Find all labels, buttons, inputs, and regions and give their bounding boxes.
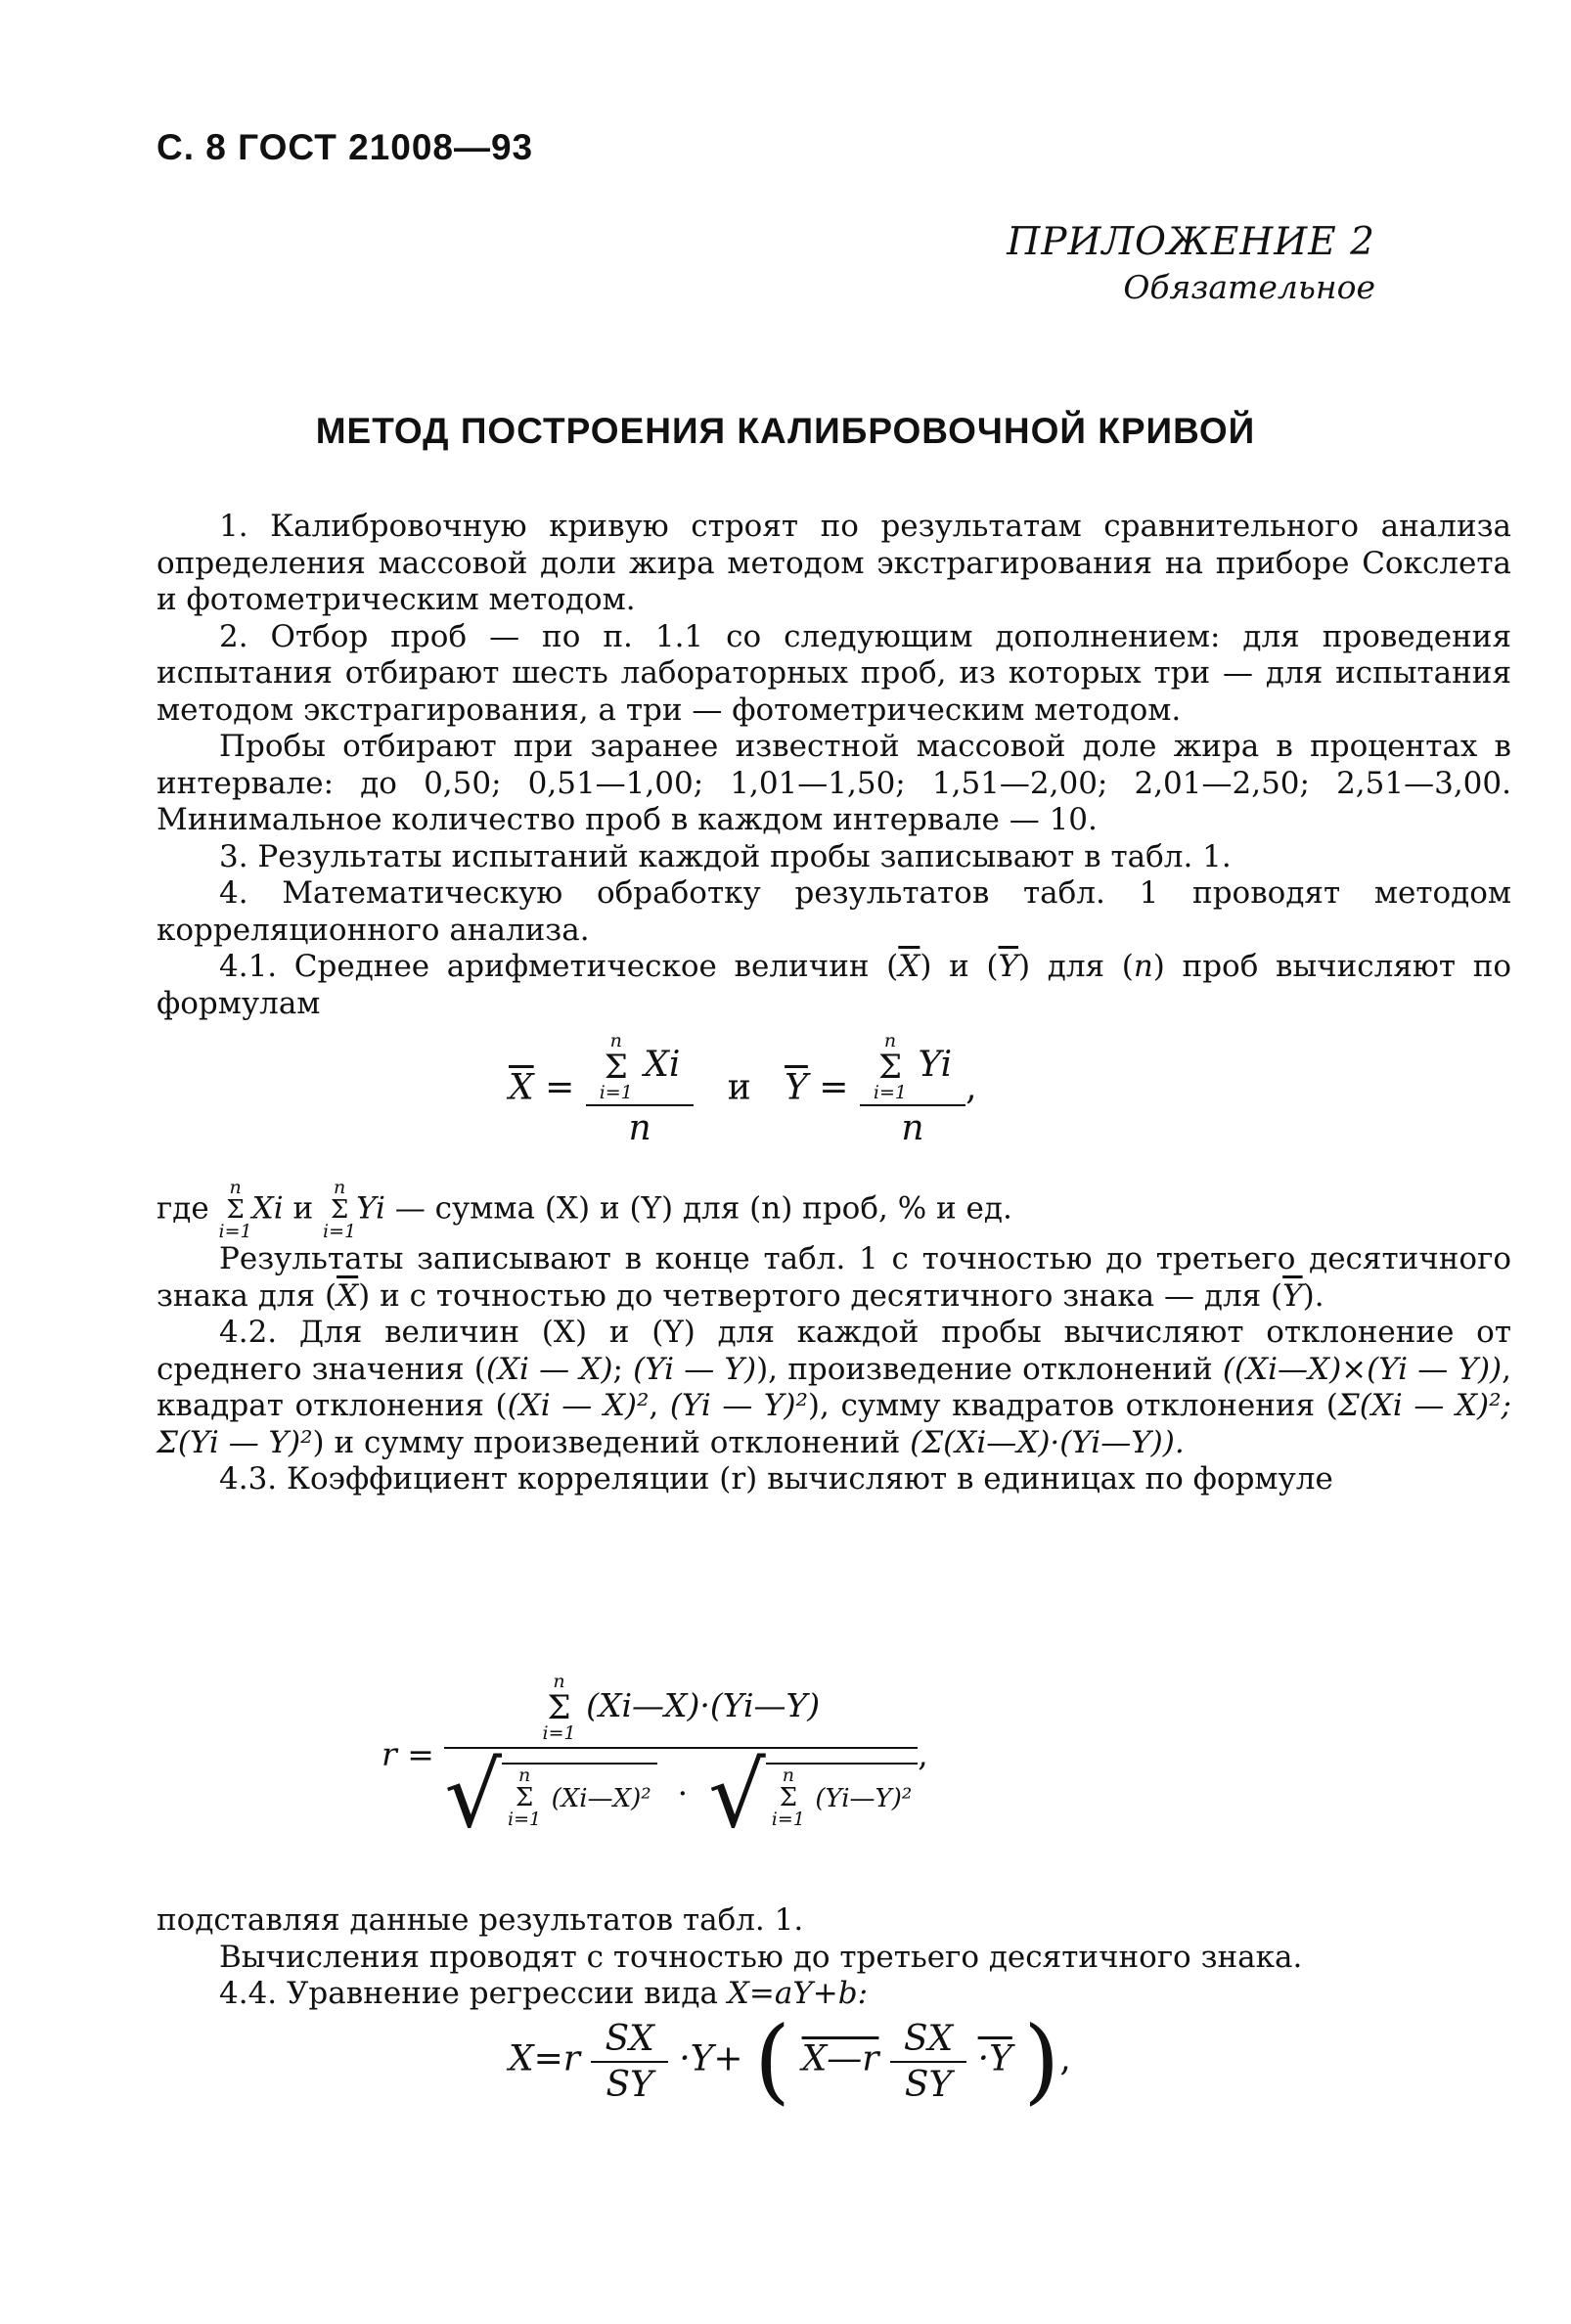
sum-sign: n Σ i=1 [323, 1177, 357, 1242]
paragraph-3: 3. Результаты испытаний каждой пробы записывают в табл. 1. [219, 838, 1232, 874]
reg-end: ·Y [977, 2038, 1012, 2079]
where-line: где n Σ i=1 Xi и n Σ i=1 Yi — сумма (X) и (Y) для (n) проб, % и ед. [157, 1177, 1012, 1242]
r-den-y: (Yi—Y)² [815, 1784, 913, 1813]
paragraph-4-3-after: подставляя данные результатов табл. 1. [157, 1902, 804, 1938]
reg-x: X—r [801, 2038, 879, 2079]
paragraph-4-3-calc: Вычисления проводят с точностью до третьего десятичного знака. [219, 1939, 1303, 1975]
correlation-formula: r = n Σ i=1 (Xi—X)·(Yi—Y) √ n Σ i=1 (Xi—X)² · √ n Σ i=1 (Yi—Y)² , [382, 1671, 928, 1848]
paragraph-4-1: 4.1. Среднее арифметическое величин $(\overline{X})$ и $(\overline{Y})$ для (n) проб вычисляют по формулам [157, 949, 1512, 1021]
paragraph-2b: Пробы отбирают при заранее известной массовой доле жира в процентах в интервале: до 0,50; 0,51—1,00; 1,01—1,50; 1,51—2,00; 2,01—2,50; 2,51—3,00. Минимальное количество проб в каждом интервале — 10. [157, 729, 1511, 837]
n-symbol: n [1133, 949, 1153, 984]
r-lhs: r [382, 1735, 397, 1773]
sqrt-x: √ n Σ i=1 (Xi—X)² [444, 1751, 656, 1841]
paragraph-4-4: 4.4. Уравнение регрессии вида X=aY+b: [219, 1976, 869, 2011]
r-den-x: (Xi—X)² [551, 1784, 651, 1813]
p41-text-b: для [1047, 949, 1105, 984]
mean-formula: $\overline{X}$ = n Σ i=1 Xi n и $\overline{Y}$ = n Σ i=1 Yi n , [509, 1030, 977, 1148]
x-i-term: Xi [644, 1045, 681, 1085]
sq-x: (Xi — X)² [507, 1388, 650, 1423]
reg-lhs: X=r [509, 2038, 581, 2079]
p41-text-c: проб вычисляют по формулам [157, 949, 1512, 1021]
regression-form: X=aY+b: [727, 1976, 869, 2011]
xbar-symbol: $\overline{X}$ [898, 949, 920, 984]
appendix-number: ПРИЛОЖЕНИЕ 2 [1007, 220, 1375, 264]
dev-product: ((Xi—X)×(Yi — Y)) [1222, 1351, 1503, 1387]
mean-x-lhs: $\overline{X}$ [509, 1067, 534, 1108]
body-text-middle [157, 1179, 1511, 1498]
y-i-term: Yi [918, 1045, 953, 1085]
sum-sq-x: Σ(Xi — X)²; [1337, 1388, 1511, 1423]
appendix-status: Обязательное [1123, 268, 1375, 306]
body-text-bottom [157, 1902, 1511, 2013]
sx-over-sy: $\frac{SX}{SY}$ [591, 2019, 667, 2105]
sum-sign: n Σ i=1 [599, 1030, 633, 1103]
sq-y: (Yi — Y)² [669, 1388, 808, 1423]
section-title: МЕТОД ПОСТРОЕНИЯ КАЛИБРОВОЧНОЙ КРИВОЙ [315, 411, 1256, 451]
dev-y: (Yi — Y) [633, 1351, 757, 1387]
regression-formula: X=r $\frac{SX}{SY}$ ·Y+ ( X—r $\frac{SX}{SY}$ ·Y ), [509, 2007, 1071, 2115]
sx-over-sy-2: $\frac{SX}{SY}$ [890, 2019, 966, 2105]
sum-sign: n Σ i=1 [508, 1765, 542, 1830]
correlation-fraction: n Σ i=1 (Xi—X)·(Yi—Y) √ n Σ i=1 (Xi—X)² · √ n Σ i=1 (Yi—Y)² [444, 1673, 918, 1841]
mean-y-lhs: $\overline{Y}$ [785, 1067, 808, 1108]
p41-text-a: 4.1. Среднее арифметическое величин [219, 949, 870, 984]
mean-x-fraction [586, 1032, 695, 1148]
dev-x: (Xi — X) [485, 1351, 613, 1387]
sum-sign: n Σ i=1 [873, 1030, 908, 1103]
paragraph-4-3: 4.3. Коэффициент корреляции (r) вычисляют в единицах по формуле [219, 1461, 1333, 1497]
sum-products: (Σ(Xi—X)·(Yi—Y)). [910, 1424, 1185, 1460]
sum-sq-y: Σ(Yi — Y)² [157, 1424, 313, 1460]
appendix-label [1007, 220, 1375, 306]
sqrt-y: √ n Σ i=1 (Yi—Y)² [708, 1751, 918, 1841]
paragraph-4: 4. Математическую обработку результатов табл. 1 проводят методом корреляционного анализа. [157, 875, 1511, 948]
paragraph-4-1-results: Результаты записывают в конце табл. 1 с точностью до третьего десятичного знака для $(\overline{X})$ и с точностью до четвертого десятичного знака — для $(\overline{Y})$. [157, 1241, 1511, 1314]
mean-y-denominator: n [901, 1108, 924, 1148]
r-numerator: (Xi—X)·(Yi—Y) [586, 1686, 821, 1724]
formula-and: и [727, 1067, 751, 1108]
paragraph-1: 1. Калибровочную кривую строят по результатам сравнительного анализа определения массовой доли жира методом экстрагирования на приборе Сокслета и фотометрическим методом. [157, 509, 1511, 617]
and-word: и [949, 949, 969, 984]
paragraph-2: 2. Отбор проб — по п. 1.1 со следующим дополнением: для проведения испытания отбирают шесть лабораторных проб, из которых три — для испытания методом экстрагирования, а три — фотометрическим методом. [157, 618, 1511, 728]
mean-x-denominator: n [628, 1108, 651, 1148]
mean-y-fraction [860, 1032, 965, 1148]
ybar-symbol: $\overline{Y}$ [998, 949, 1018, 984]
paragraph-4-2: 4.2. Для величин (X) и (Y) для каждой пробы вычисляют отклонение от среднего значения ((Xi — X); (Yi — Y)), произведение отклонений ((Xi—X)×(Yi — Y)), квадрат отклонения ((Xi — X)², (Yi — Y)²), сумму квадратов отклонения (Σ(Xi — X)²; Σ(Yi — Y)²) и сумму произведений отклонений (Σ(Xi—X)·(Yi—Y)). [157, 1315, 1511, 1460]
reg-mid: ·Y+ [679, 2038, 743, 2079]
sum-sign: n Σ i=1 [771, 1765, 805, 1830]
sum-sign: n Σ i=1 [542, 1671, 576, 1744]
page-header: С. 8 ГОСТ 21008—93 [157, 127, 534, 167]
sum-sign: n Σ i=1 [218, 1177, 252, 1242]
body-text-top [157, 509, 1511, 1022]
